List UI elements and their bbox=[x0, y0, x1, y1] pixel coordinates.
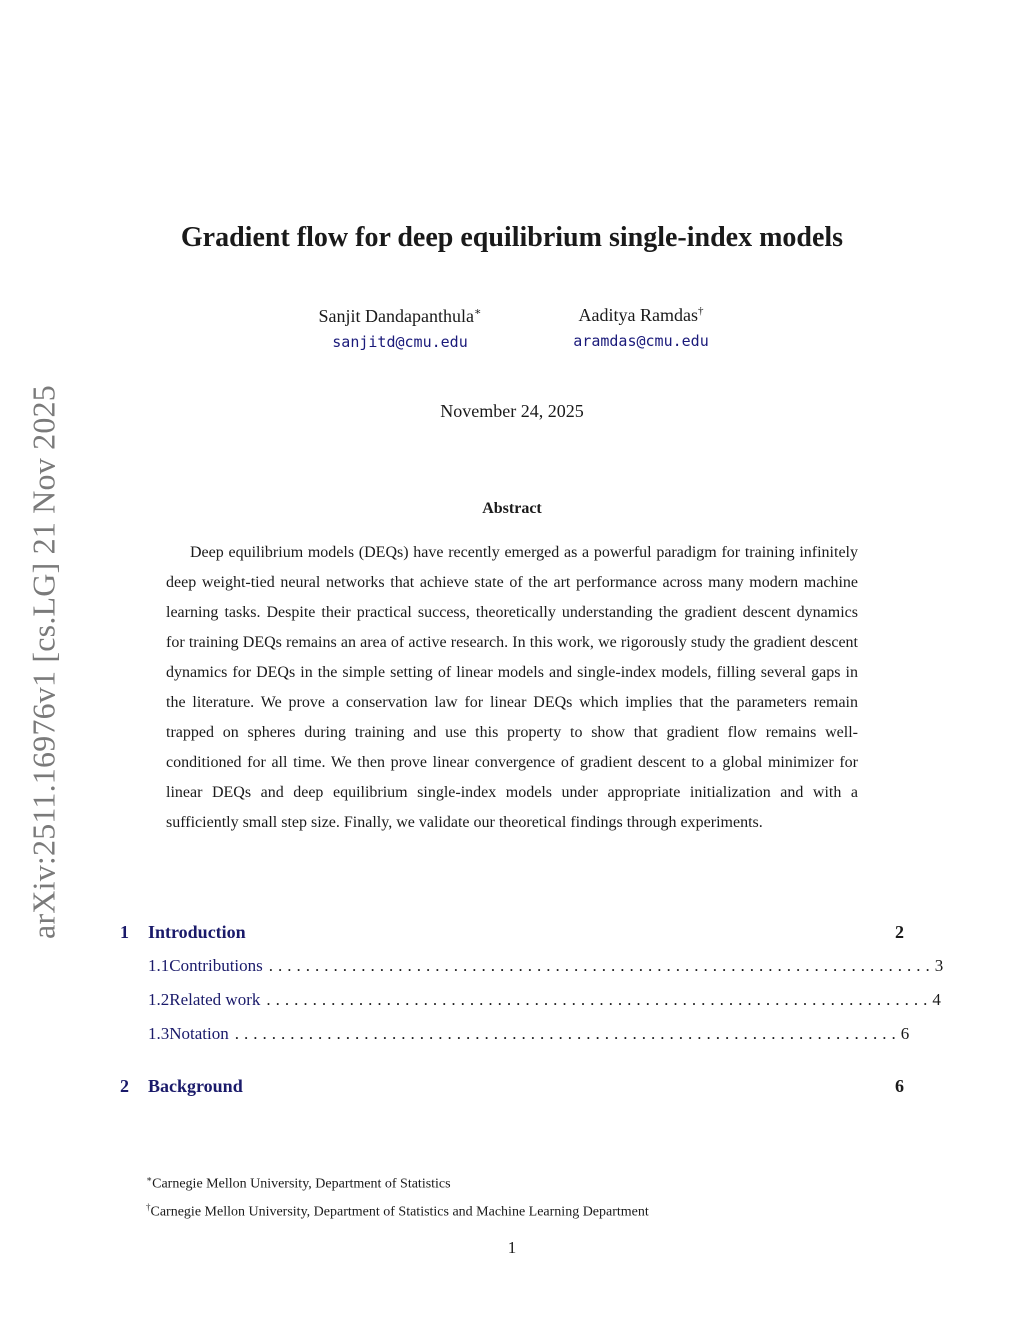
paper-title: Gradient flow for deep equilibrium single-index models bbox=[180, 222, 844, 253]
toc-section-number: 1 bbox=[120, 922, 129, 942]
author-footnote-mark: ∗ bbox=[473, 306, 482, 318]
footnote-mark: † bbox=[146, 1201, 151, 1212]
toc-page-number: 6 bbox=[895, 1076, 904, 1096]
arxiv-stamp: arXiv:2511.16976v1 [cs.LG] 21 Nov 2025 bbox=[25, 385, 62, 939]
footnotes bbox=[146, 1168, 649, 1223]
toc-subsection-label: Notation bbox=[169, 1024, 229, 1043]
toc-dot-leader: ........................................................................ bbox=[268, 956, 935, 975]
toc-subsection-label: Related work bbox=[169, 990, 261, 1009]
toc-dot-leader: ........................................................................ bbox=[266, 990, 933, 1009]
page-number: 1 bbox=[507, 1238, 517, 1257]
toc-subsection-related-work[interactable] bbox=[148, 990, 941, 1024]
abstract-heading: Abstract bbox=[482, 500, 542, 517]
toc-subsection-number: 1.1 bbox=[148, 956, 170, 975]
toc-page-number: 2 bbox=[895, 922, 904, 942]
footnote bbox=[146, 1196, 649, 1224]
toc-page-number: 3 bbox=[934, 956, 944, 975]
toc-subsection-contributions[interactable] bbox=[148, 956, 944, 990]
toc-subsection-label: Contributions bbox=[169, 956, 263, 975]
author-name: Sanjit Dandapanthula∗ bbox=[318, 306, 482, 326]
footnote-mark: ∗ bbox=[146, 1174, 153, 1184]
footnote bbox=[146, 1168, 649, 1196]
author-email-link[interactable]: aramdas@cmu.edu bbox=[573, 332, 709, 350]
toc-section-label: Background bbox=[148, 1076, 243, 1096]
toc-section-background[interactable] bbox=[120, 1076, 904, 1104]
footnote-text: Carnegie Mellon University, Department of Statistics and Machine Learning Department bbox=[150, 1204, 649, 1220]
toc-section-introduction[interactable] bbox=[120, 922, 904, 950]
author-block bbox=[300, 305, 500, 351]
author-block bbox=[558, 305, 724, 350]
toc-page-number: 4 bbox=[932, 990, 941, 1009]
paper-date: November 24, 2025 bbox=[440, 401, 584, 421]
toc-subsection-number: 1.2 bbox=[148, 990, 170, 1009]
table-of-contents bbox=[120, 922, 944, 1104]
toc-dot-leader: ........................................................................ bbox=[234, 1024, 901, 1043]
author-footnote-mark: † bbox=[697, 305, 704, 317]
author-name: Aaditya Ramdas† bbox=[578, 305, 704, 325]
toc-section-number: 2 bbox=[120, 1076, 129, 1096]
toc-section-label: Introduction bbox=[148, 922, 246, 942]
footnote-text: Carnegie Mellon University, Department of Statistics bbox=[152, 1176, 451, 1192]
toc-subsection-notation[interactable] bbox=[148, 1024, 910, 1058]
abstract-text: Deep equilibrium models (DEQs) have recently emerged as a powerful paradigm for training infinitely deep weight-tied neural networks that achieve state of the art performance across many modern machine learning tasks. Despite their practical success, theoretically understanding the gradient descent dynamics for training DEQs remains an area of active research. In this work, we rigorously study the gradient descent dynamics for DEQs in the simple setting of linear models and single-index models, filling several gaps in the literature. We prove a conservation law for linear DEQs which implies that the parameters remain trapped on spheres during training and use this property to show that gradient flow remains well-conditioned for all time. We then prove linear convergence of gradient descent to a global minimizer for linear DEQs and deep equilibrium single-index models under appropriate initialization and with a sufficiently small step size. Finally, we validate our theoretical findings through experiments. bbox=[166, 544, 858, 831]
toc-page-number: 6 bbox=[900, 1024, 910, 1043]
author-email-link[interactable]: sanjitd@cmu.edu bbox=[332, 333, 468, 351]
toc-subsection-number: 1.3 bbox=[148, 1024, 170, 1043]
